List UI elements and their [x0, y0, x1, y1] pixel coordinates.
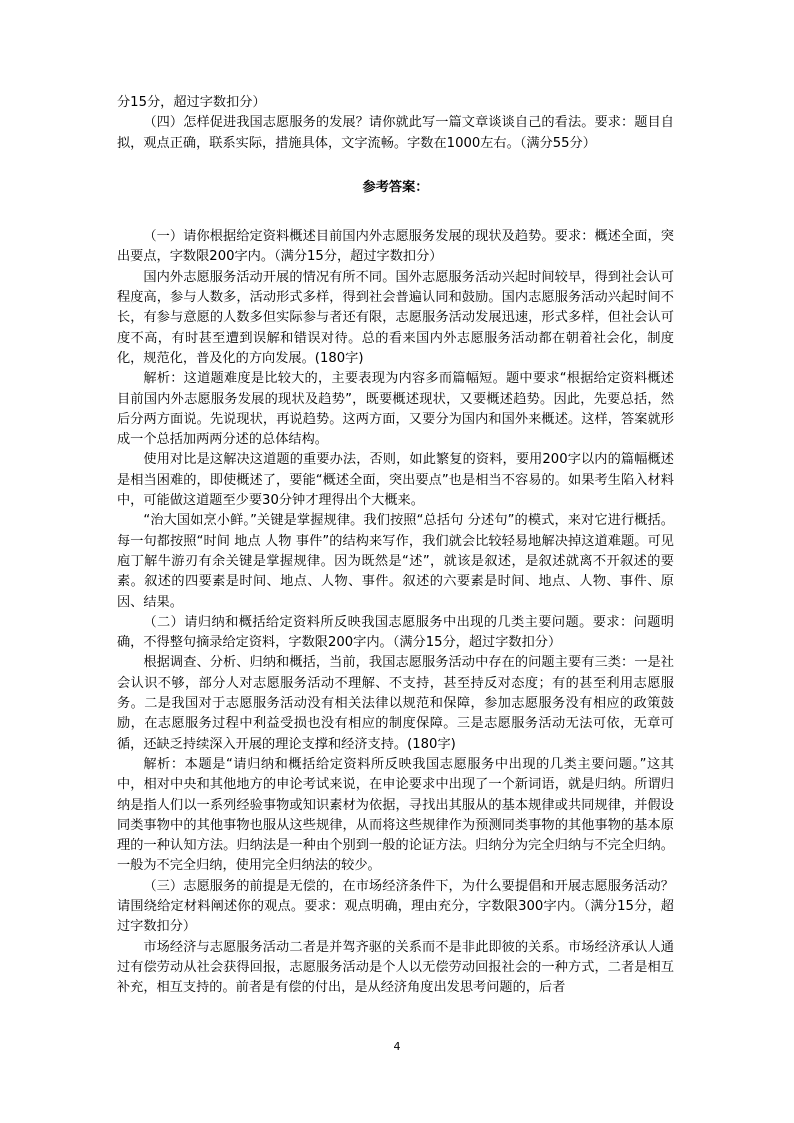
question-1: （一）请你根据给定资料概述目前国内外志愿服务发展的现状及趋势。要求：概述全面，突出要点，字数限200字内。（满分15分，超过字数扣分） — [117, 229, 674, 265]
spacer — [117, 154, 674, 178]
analysis-2: 解析：本题是“请归纳和概括给定资料所反映我国志愿服务中出现的几类主要问题。”这其中，相对中央和其他地方的申论考试来说，在申论要求中出现了一个新词语，就是归纳。所谓归纳是指人们以一系列经验事物或知识素材为依据，寻找出其服从的基本规律或共同规律，并假设同类事物中的其他事物也服从这些规律，从而将这些规律作为预测同类事物的其他事物的基本原理的一种认知方法。归纳法是一种由个别到一般的论证方法。归纳分为完全归纳与不完全归纳。一般为不完全归纳，使用完全归纳法的较少。 — [117, 756, 674, 874]
page-number: 4 — [393, 1040, 401, 1053]
answer-3: 市场经济与志愿服务活动二者是并驾齐驱的关系而不是非此即彼的关系。市场经济承认人通过有偿劳动从社会获得回报，志愿服务活动是个人以无偿劳动回报社会的一种方式，二者是相互补充，相互支持的。前者是有偿的付出，是从经济角度出发思考问题的，后者 — [117, 939, 674, 996]
question-4: （四）怎样促进我国志愿服务的发展？请你就此写一篇文章谈谈自己的看法。要求：题目自拟，观点正确，联系实际，措施具体，文字流畅。字数在1000左右。（满分55分） — [117, 115, 674, 151]
question-4-tail: 分15分，超过字数扣分） — [117, 95, 266, 110]
question-2: （二）请归纳和概括给定资料所反映我国志愿服务中出现的几类主要问题。要求：问题明确，不得整句摘录给定资料，字数限200字内。（满分15分，超过字数扣分） — [117, 614, 674, 651]
analysis-1-contrast: 使用对比是这解决这道题的重要办法，否则，如此繁复的资料，要用200字以内的篇幅概述是相当困难的，即使概述了，要能“概述全面，突出要点”也是相当不容易的。如果考生陷入材料中，可能做这道题至少要30分钟才理得出个大概来。 — [117, 452, 674, 509]
answers-heading: 参考答案： — [362, 179, 429, 195]
analysis-1: 解析：这道题难度是比较大的，主要表现为内容多而篇幅短。题中要求“根据给定资料概述目前国内外志愿服务发展的现状及趋势”，既要概述现状，又要概述趋势。因此，先要总括，然后分两方面说。先说现状，再说趋势。这两方面，又要分为国内和国外来概述。这样，答案就形成一个总括加两两分述的总体结构。 — [117, 371, 674, 448]
question-3: （三）志愿服务的前提是无偿的，在市场经济条件下，为什么要提倡和开展志愿服务活动？请围绕给定材料阐述你的观点。要求：观点明确，理由充分，字数限300字内。（满分15分，超过字数扣分） — [117, 878, 674, 935]
answer-2: 根据调查、分析、归纳和概括，当前，我国志愿服务活动中存在的问题主要有三类：一是社会认识不够，部分人对志愿服务活动不理解、不支持，甚至持反对态度；有的甚至利用志愿服务。二是我国对于志愿服务活动没有相关法律以规范和保障，参加志愿服务没有相应的政策鼓励，在志愿服务过程中利益受损也没有相应的制度保障。三是志愿服务活动无法可依，无章可循，还缺乏持续深入开展的理论支撑和经济支持。(180字) — [117, 655, 674, 752]
analysis-1-method: “治大国如烹小鲜。”关键是掌握规律。我们按照“总括句 分述句”的模式，来对它进行概括。每一句都按照“时间 地点 人物 事件”的结构来写作，我们就会比较轻易地解决掉这道难题。可见庖丁解牛游刃有余关键是掌握规律。因为既然是“述”，就该是叙述，是叙述就离不开叙述的要素。叙述的四要素是时间、地点、人物、事件。叙述的六要素是时间、地点、人物、事件、原因、结果。 — [117, 513, 674, 610]
page-content — [117, 93, 674, 998]
answer-1: 国内外志愿服务活动开展的情况有所不同。国外志愿服务活动兴起时间较早，得到社会认可程度高，参与人数多，活动形式多样，得到社会普遍认同和鼓励。国内志愿服务活动兴起时间不长，有参与意愿的人数多但实际参与者还有限，志愿服务活动发展迅速，形式多样，但社会认可度不高，有时甚至遭到误解和错误对待。总的看来国内外志愿服务活动都在朝着社会化，制度化，规范化，普及化的方向发展。(180字) — [117, 269, 674, 366]
spacer — [117, 198, 674, 227]
